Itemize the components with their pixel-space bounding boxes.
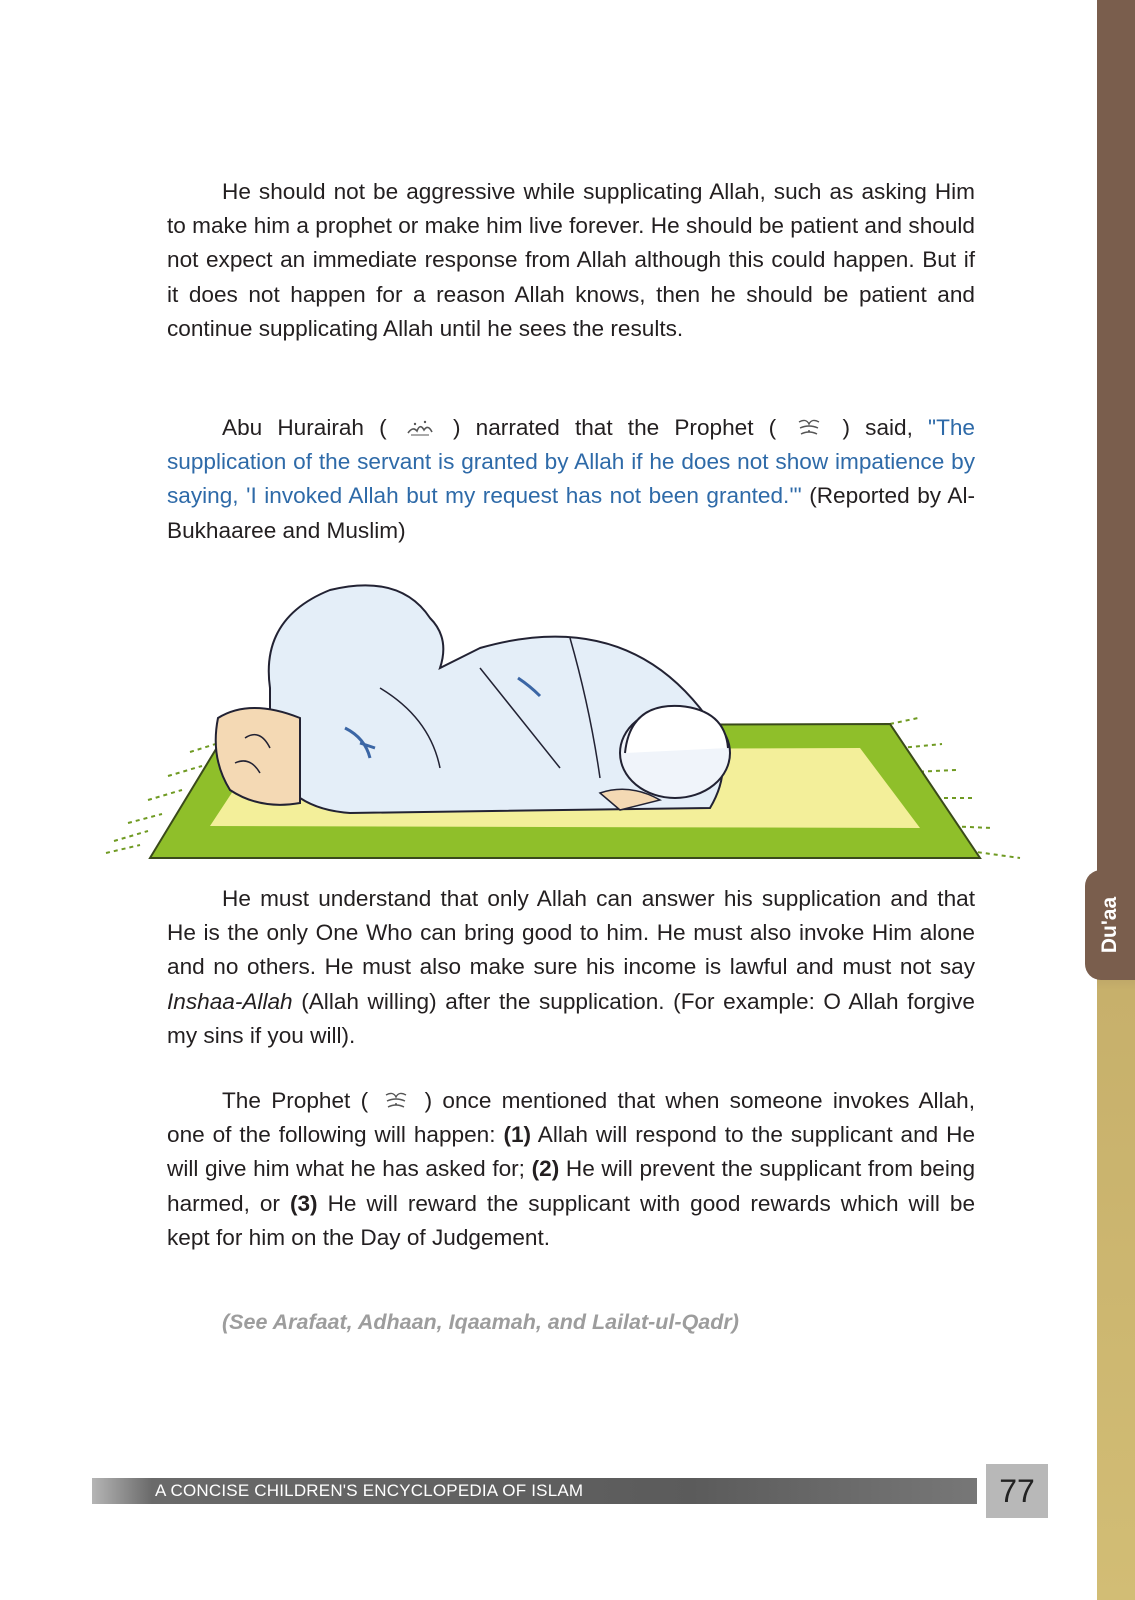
- paragraph-2: [167, 411, 975, 548]
- see-also-reference: (See Arafaat, Adhaan, Iqaamah, and Lailat-ul-Qadr): [222, 1310, 739, 1334]
- page-number: 77: [999, 1472, 1035, 1509]
- paragraph-2-part3: ) said,: [842, 415, 913, 440]
- chapter-tab: [1085, 870, 1135, 980]
- outcome-number-1: (1): [503, 1122, 532, 1148]
- sallallahu-alaihi-wasallam-icon: [794, 418, 824, 438]
- side-strip: [1097, 0, 1135, 1600]
- paragraph-3: [167, 882, 975, 1053]
- outcome-number-2: (2): [531, 1156, 560, 1182]
- paragraph-3-part1: He must understand that only Allah can answer his supplication and that He is the only One Who can bring good to him. He must also invoke Him alone and no others. He must also make sure his income is lawful and must not say: [167, 886, 975, 980]
- paragraph-3-part2: (Allah willing) after the supplication. (For example: O Allah forgive my sins if you will).: [167, 988, 975, 1048]
- footer-bar: [92, 1478, 977, 1504]
- page-number-box: [986, 1464, 1048, 1518]
- paragraph-4-part2: ) once mentioned that when someone invokes Allah, one of the following will happen:: [167, 1088, 975, 1148]
- paragraph-1-text: He should not be aggressive while supplicating Allah, such as asking Him to make him a prophet or make him live forever. He should be patient and should not expect an immediate response from Allah although this could happen. But if it does not happen for a reason Allah knows, then he should be patient and continue supplicating Allah until he sees the results.: [167, 179, 975, 341]
- paragraph-3-italic: Inshaa-Allah: [167, 988, 293, 1014]
- outcome-number-3: (3): [289, 1190, 318, 1216]
- hadith-source: (Reported by Al-Bukhaaree and Muslim): [167, 483, 975, 543]
- sallallahu-alaihi-wasallam-icon: [381, 1091, 411, 1111]
- paragraph-4-part5: He will reward the supplicant with good rewards which will be kept for him on the Day of Judgement.: [167, 1190, 976, 1250]
- paragraph-4-part4: He will prevent the supplicant from being harmed, or: [167, 1156, 976, 1216]
- paragraph-4-part3: Allah will respond to the supplicant and He will give him what he has asked for;: [167, 1122, 976, 1182]
- paragraph-4-part1: The Prophet (: [222, 1088, 369, 1113]
- paragraph-4: [167, 1084, 975, 1255]
- paragraph-2-part1: Abu Hurairah (: [222, 415, 387, 440]
- paragraph-2-part2: ) narrated that the Prophet (: [452, 415, 777, 440]
- chapter-tab-label: Du'aa: [1098, 896, 1122, 954]
- prayer-illustration: [100, 578, 1040, 880]
- hadith-quote: "The supplication of the servant is granted by Allah if he does not show impatience by saying, 'I invoked Allah but my request has not been granted.'": [167, 415, 975, 509]
- footer-title: A CONCISE CHILDREN'S ENCYCLOPEDIA OF ISLAM: [155, 1481, 584, 1500]
- paragraph-1: [167, 175, 975, 346]
- radiyallahu-anhu-icon: [405, 418, 435, 438]
